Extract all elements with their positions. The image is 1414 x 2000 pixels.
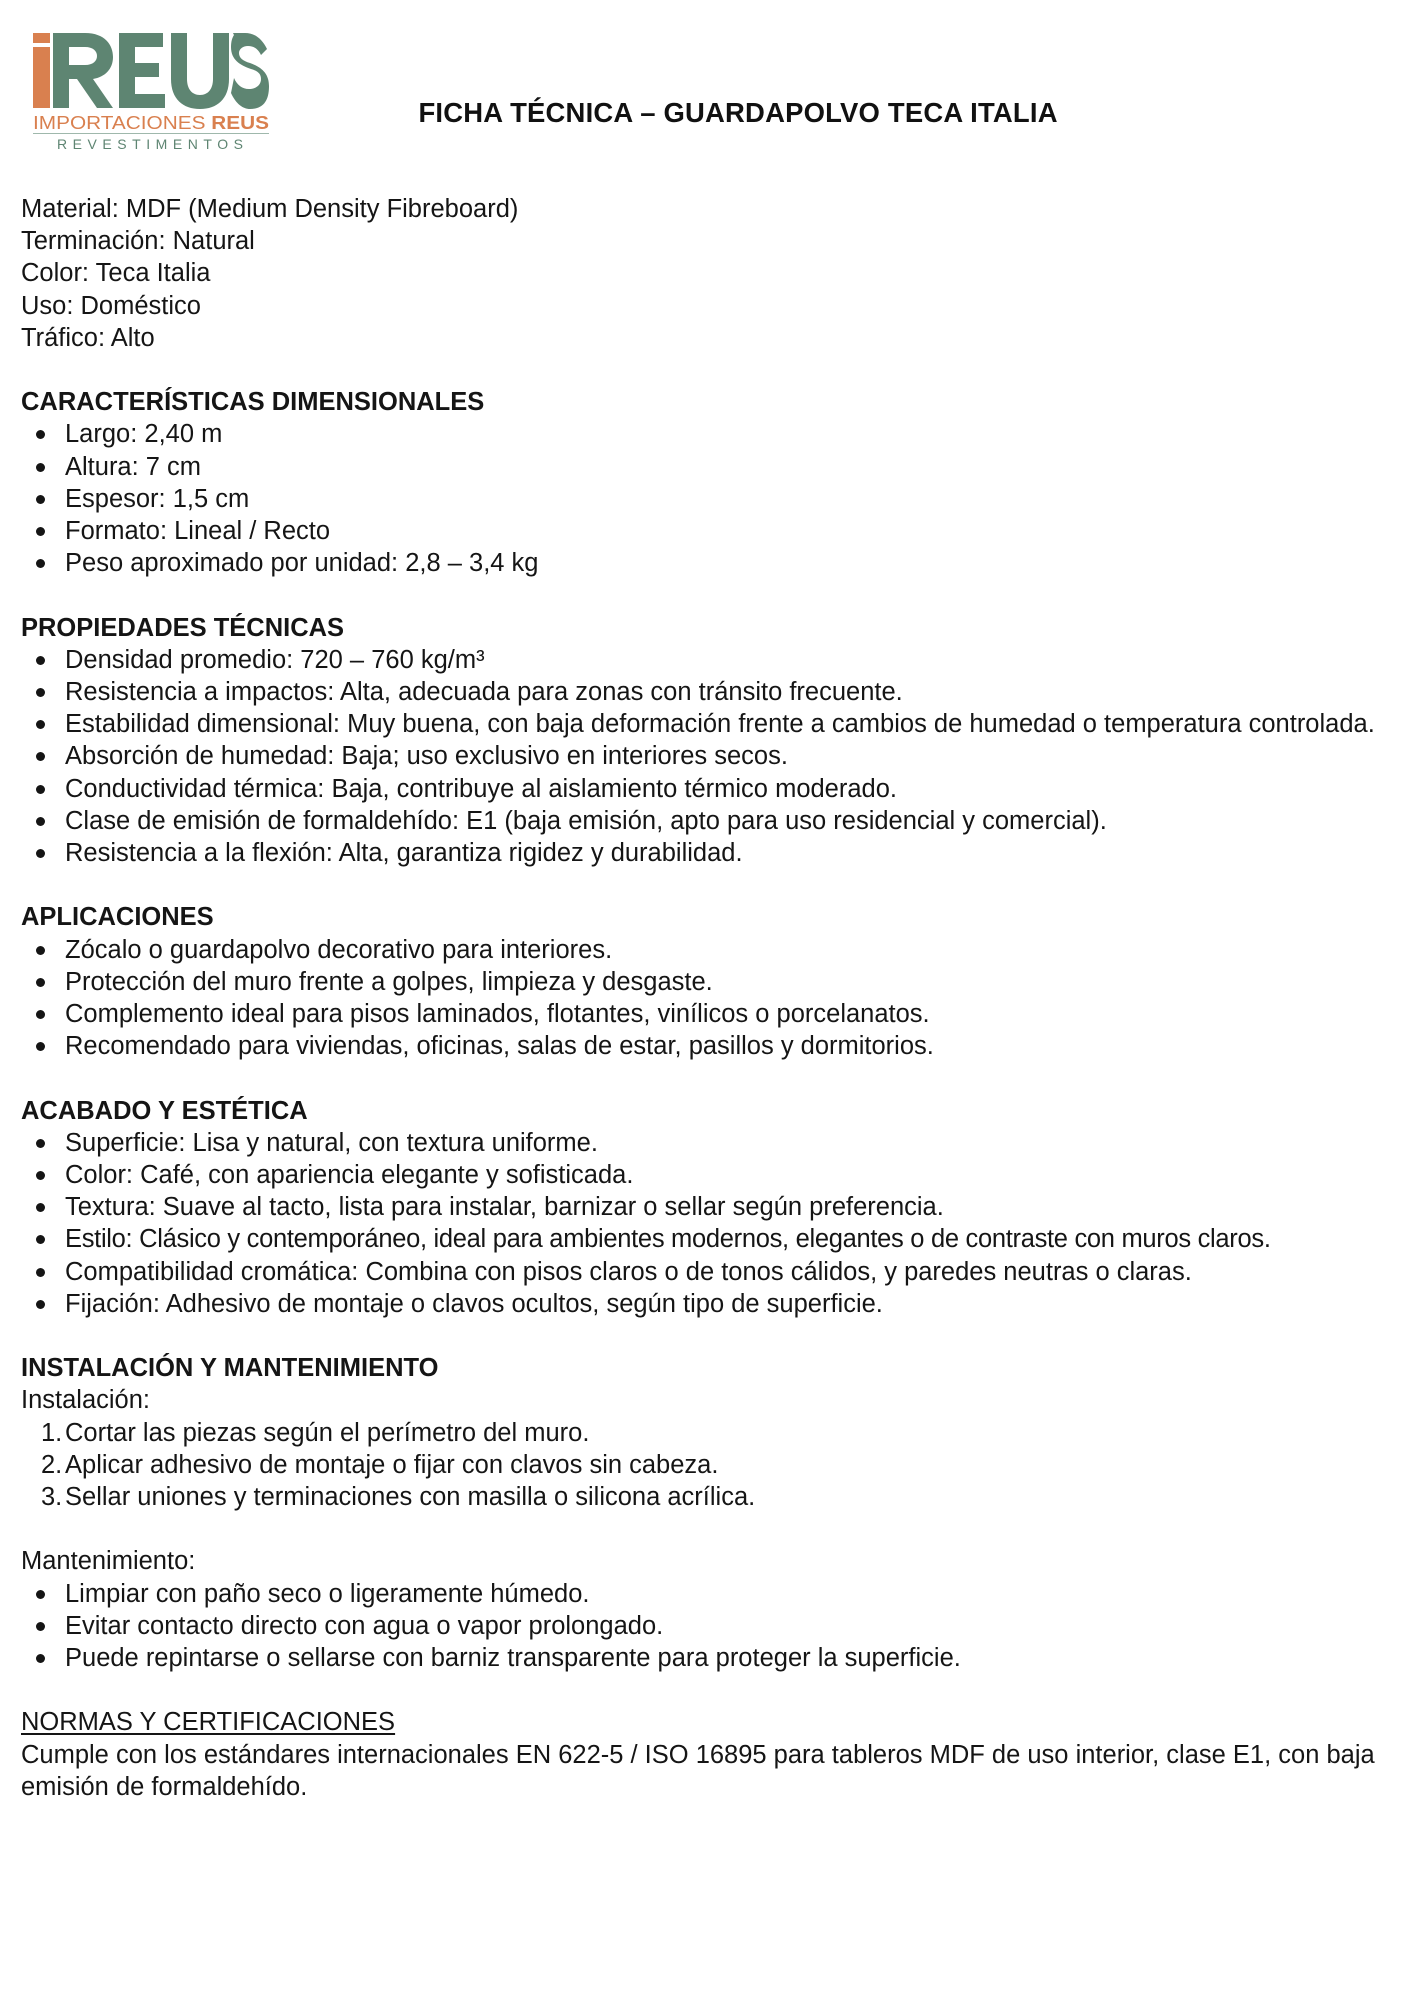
section-standards	[21, 1706, 1401, 1803]
logo-i-stem	[33, 47, 50, 108]
section-installation	[21, 1352, 1401, 1674]
ireus-logo-icon	[33, 33, 269, 151]
list-item: Superficie: Lisa y natural, con textura uniforme.	[21, 1127, 1401, 1159]
step-item	[21, 1481, 1401, 1513]
step-item	[21, 1449, 1401, 1481]
logo-r	[53, 33, 113, 108]
section-heading: CARACTERÍSTICAS DIMENSIONALES	[21, 388, 485, 417]
logo-s	[231, 33, 269, 109]
step-number: 1.	[41, 1418, 63, 1447]
section-heading: APLICACIONES	[21, 903, 214, 932]
section-heading: PROPIEDADES TÉCNICAS	[21, 613, 345, 642]
step-text: Cortar las piezas según el perímetro del muro.	[65, 1418, 590, 1447]
list-item: Estabilidad dimensional: Muy buena, con baja deformación frente a cambios de humedad o temperatura controlada.	[21, 708, 1375, 740]
section-technical	[21, 612, 1401, 870]
section-finish	[21, 1095, 1401, 1320]
standards-text: Cumple con los estándares internacionales EN 622-5 / ISO 16895 para tableros MDF de uso interior, clase E1, con baja emisión de formaldehído.	[21, 1740, 1375, 1801]
summary-block	[21, 193, 1401, 354]
summary-color: Color: Teca Italia	[21, 259, 211, 288]
list-item: Estilo: Clásico y contemporáneo, ideal para ambientes modernos, elegantes o de contraste con muros claros.	[21, 1223, 1401, 1255]
list-item: Textura: Suave al tacto, lista para instalar, barnizar o sellar según preferencia.	[21, 1191, 1401, 1223]
summary-traffic: Tráfico: Alto	[21, 323, 155, 352]
list-item: Altura: 7 cm	[21, 451, 1401, 483]
list-item: Evitar contacto directo con agua o vapor prolongado.	[21, 1610, 1401, 1642]
logo-subtitle: REVESTIMENTOS	[57, 136, 247, 151]
list-item: Limpiar con paño seco o ligeramente húmedo.	[21, 1578, 1401, 1610]
step-number: 2.	[41, 1450, 63, 1479]
section-heading: NORMAS Y CERTIFICACIONES	[21, 1708, 396, 1737]
list-item: Compatibilidad cromática: Combina con pisos claros o de tonos cálidos, y paredes neutras o claras.	[21, 1256, 1401, 1288]
section-dimensions	[21, 386, 1401, 579]
list-item: Absorción de humedad: Baja; uso exclusivo en interiores secos.	[21, 740, 1401, 772]
installation-label: Instalación:	[21, 1386, 150, 1415]
list-item: Color: Café, con apariencia elegante y sofisticada.	[21, 1159, 1401, 1191]
section-heading: INSTALACIÓN Y MANTENIMIENTO	[21, 1354, 439, 1383]
list-item: Largo: 2,40 m	[21, 418, 1401, 450]
section-applications	[21, 901, 1401, 1062]
list-item: Fijación: Adhesivo de montaje o clavos ocultos, según tipo de superficie.	[21, 1288, 1401, 1320]
list-item: Resistencia a impactos: Alta, adecuada para zonas con tránsito frecuente.	[21, 676, 1401, 708]
summary-use: Uso: Doméstico	[21, 291, 201, 320]
section-heading: ACABADO Y ESTÉTICA	[21, 1096, 308, 1125]
company-logo	[33, 33, 269, 151]
logo-u	[171, 33, 229, 109]
summary-material: Material: MDF (Medium Density Fibreboard)	[21, 195, 519, 223]
logo-e	[119, 33, 165, 108]
step-item	[21, 1417, 1401, 1449]
logo-tagline: IMPORTACIONES REUS	[33, 113, 262, 133]
list-item: Formato: Lineal / Recto	[21, 515, 1401, 547]
list-item: Complemento ideal para pisos laminados, flotantes, vinílicos o porcelanatos.	[21, 998, 1401, 1030]
step-text: Sellar uniones y terminaciones con masilla o silicona acrílica.	[65, 1483, 756, 1512]
step-number: 3.	[41, 1483, 63, 1512]
list-item: Espesor: 1,5 cm	[21, 483, 1401, 515]
list-item: Densidad promedio: 720 – 760 kg/m³	[21, 644, 1401, 676]
list-item: Puede repintarse o sellarse con barniz transparente para proteger la superficie.	[21, 1642, 1401, 1674]
logo-i-dot	[33, 33, 50, 43]
list-item: Conductividad térmica: Baja, contribuye al aislamiento térmico moderado.	[21, 773, 1401, 805]
list-item: Recomendado para viviendas, oficinas, salas de estar, pasillos y dormitorios.	[21, 1030, 1401, 1062]
list-item: Protección del muro frente a golpes, limpieza y desgaste.	[21, 966, 1401, 998]
document-title: FICHA TÉCNICA – GUARDAPOLVO TECA ITALIA	[418, 97, 1058, 128]
list-item: Peso aproximado por unidad: 2,8 – 3,4 kg	[21, 547, 1401, 579]
document-body	[21, 193, 1401, 1803]
list-item: Resistencia a la flexión: Alta, garantiza rigidez y durabilidad.	[21, 837, 1401, 869]
list-item: Zócalo o guardapolvo decorativo para interiores.	[21, 934, 1401, 966]
step-text: Aplicar adhesivo de montaje o fijar con clavos sin cabeza.	[65, 1450, 719, 1479]
summary-finish: Terminación: Natural	[21, 227, 255, 256]
maintenance-label: Mantenimiento:	[21, 1547, 196, 1576]
logo-divider	[33, 133, 269, 134]
list-item: Clase de emisión de formaldehído: E1 (baja emisión, apto para uso residencial y comercial).	[21, 805, 1401, 837]
